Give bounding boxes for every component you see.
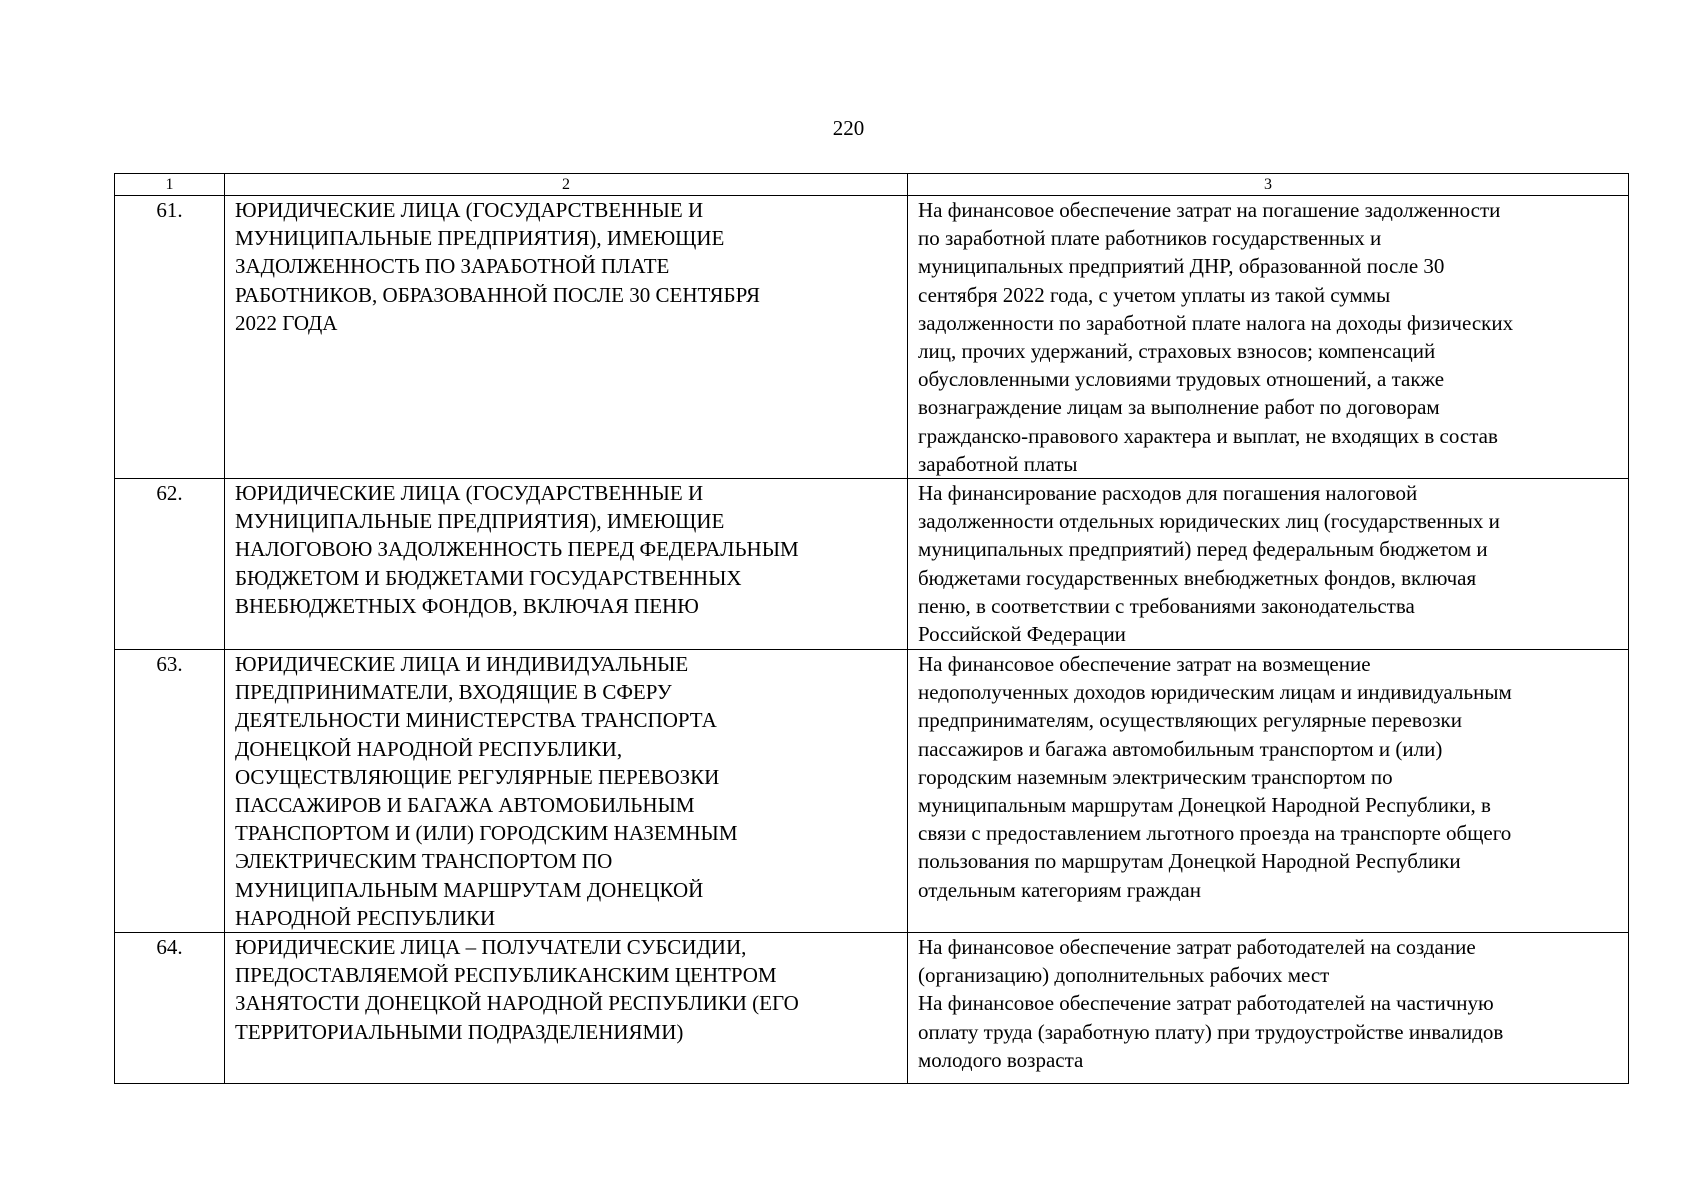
table-body	[115, 196, 1629, 1084]
subsidy-table	[114, 173, 1629, 1084]
purpose-line: задолженности по заработной плате налога на доходы физических	[918, 310, 1514, 335]
purpose-line: бюджетами государственных внебюджетных фондов, включая	[918, 565, 1477, 590]
header-row	[115, 174, 1629, 196]
category-line: ПРЕДПРИНИМАТЕЛИ, ВХОДЯЩИЕ В СФЕРУ	[235, 680, 672, 705]
purpose-line: лиц, прочих удержаний, страховых взносов; компенсаций	[918, 339, 1436, 364]
purpose-line: На финансовое обеспечение затрат работодателей на частичную	[918, 991, 1494, 1016]
purpose-line: предпринимателям, осуществляющих регулярные перевозки	[918, 708, 1462, 733]
category-line: ЮРИДИЧЕСКИЕ ЛИЦА – ПОЛУЧАТЕЛИ СУБСИДИИ,	[235, 935, 747, 960]
purpose-line: обусловленными условиями трудовых отношений, а также	[918, 367, 1445, 392]
category-line: ЮРИДИЧЕСКИЕ ЛИЦА (ГОСУДАРСТВЕННЫЕ И	[235, 198, 704, 222]
row-number: 62.	[115, 479, 225, 650]
purpose-line: задолженности отдельных юридических лиц (государственных и	[918, 509, 1500, 534]
recipient-category	[225, 650, 908, 933]
category-line: 2022 ГОДА	[235, 310, 338, 335]
purpose-line: (организацию) дополнительных рабочих мест	[918, 963, 1330, 988]
column-header-2: 2	[225, 174, 908, 196]
purpose-line: пассажиров и багажа автомобильным транспортом и (или)	[918, 736, 1443, 761]
category-line: ЮРИДИЧЕСКИЕ ЛИЦА И ИНДИВИДУАЛЬНЫЕ	[235, 652, 689, 677]
purpose-line: молодого возраста	[918, 1047, 1084, 1072]
page-number: 220	[832, 116, 865, 140]
subsidy-purpose	[908, 479, 1629, 650]
row-number: 61.	[115, 196, 225, 479]
category-line: ПРЕДОСТАВЛЯЕМОЙ РЕСПУБЛИКАНСКИМ ЦЕНТРОМ	[235, 963, 777, 988]
table-row	[115, 650, 1629, 933]
purpose-line: по заработной плате работников государственных и	[918, 226, 1382, 251]
category-line: ОСУЩЕСТВЛЯЮЩИЕ РЕГУЛЯРНЫЕ ПЕРЕВОЗКИ	[235, 764, 720, 789]
purpose-line: пеню, в соответствии с требованиями законодательства	[918, 593, 1415, 618]
subsidy-purpose	[908, 196, 1629, 479]
purpose-line: На финансовое обеспечение затрат работодателей на создание	[918, 935, 1476, 960]
category-line: НАРОДНОЙ РЕСПУБЛИКИ	[235, 905, 496, 930]
purpose-line: На финансовое обеспечение затрат на возмещение	[918, 652, 1371, 677]
purpose-line: муниципальным маршрутам Донецкой Народной Республики, в	[918, 793, 1491, 818]
category-line: ТЕРРИТОРИАЛЬНЫМИ ПОДРАЗДЕЛЕНИЯМИ)	[235, 1019, 684, 1044]
category-line: ДЕЯТЕЛЬНОСТИ МИНИСТЕРСТВА ТРАНСПОРТА	[235, 708, 717, 733]
purpose-line: оплату труда (заработную плату) при трудоустройстве инвалидов	[918, 1019, 1504, 1044]
row-number: 64.	[115, 933, 225, 1084]
category-line: МУНИЦИПАЛЬНЫЕ ПРЕДПРИЯТИЯ), ИМЕЮЩИЕ	[235, 226, 725, 251]
table-row	[115, 933, 1629, 1084]
column-header-1: 1	[115, 174, 225, 196]
recipient-category	[225, 933, 908, 1084]
category-line: МУНИЦИПАЛЬНЫМ МАРШРУТАМ ДОНЕЦКОЙ	[235, 877, 704, 902]
purpose-line: недополученных доходов юридическим лицам и индивидуальным	[918, 680, 1512, 705]
category-line: МУНИЦИПАЛЬНЫЕ ПРЕДПРИЯТИЯ), ИМЕЮЩИЕ	[235, 509, 725, 534]
purpose-line: заработной платы	[918, 451, 1078, 476]
purpose-line: На финансовое обеспечение затрат на погашение задолженности	[918, 198, 1501, 222]
category-line: ВНЕБЮДЖЕТНЫХ ФОНДОВ, ВКЛЮЧАЯ ПЕНЮ	[235, 593, 699, 618]
category-line: НАЛОГОВОЮ ЗАДОЛЖЕННОСТЬ ПЕРЕД ФЕДЕРАЛЬНЫМ	[235, 537, 799, 562]
category-line: ЮРИДИЧЕСКИЕ ЛИЦА (ГОСУДАРСТВЕННЫЕ И	[235, 481, 704, 506]
purpose-line: сентября 2022 года, с учетом уплаты из такой суммы	[918, 282, 1391, 307]
purpose-line: гражданско-правового характера и выплат, не входящих в состав	[918, 423, 1498, 448]
purpose-line: городским наземным электрическим транспортом по	[918, 764, 1393, 789]
purpose-line: отдельным категориям граждан	[918, 877, 1201, 902]
category-line: ДОНЕЦКОЙ НАРОДНОЙ РЕСПУБЛИКИ,	[235, 736, 623, 761]
category-line: ЗАДОЛЖЕННОСТЬ ПО ЗАРАБОТНОЙ ПЛАТЕ	[235, 254, 670, 279]
row-number: 63.	[115, 650, 225, 933]
recipient-category	[225, 479, 908, 650]
category-line: РАБОТНИКОВ, ОБРАЗОВАННОЙ ПОСЛЕ 30 СЕНТЯБРЯ	[235, 282, 760, 307]
purpose-line: пользования по маршрутам Донецкой Народной Республики	[918, 849, 1461, 874]
category-line: БЮДЖЕТОМ И БЮДЖЕТАМИ ГОСУДАРСТВЕННЫХ	[235, 565, 742, 590]
category-line: ПАССАЖИРОВ И БАГАЖА АВТОМОБИЛЬНЫМ	[235, 793, 695, 818]
purpose-line: На финансирование расходов для погашения налоговой	[918, 481, 1418, 506]
table-row	[115, 196, 1629, 479]
purpose-line: муниципальных предприятий ДНР, образованной после 30	[918, 254, 1445, 279]
purpose-line: вознаграждение лицам за выполнение работ по договорам	[918, 395, 1440, 420]
category-line: ЭЛЕКТРИЧЕСКИМ ТРАНСПОРТОМ ПО	[235, 849, 613, 874]
category-line: ТРАНСПОРТОМ И (ИЛИ) ГОРОДСКИМ НАЗЕМНЫМ	[235, 821, 738, 846]
column-header-3: 3	[908, 174, 1629, 196]
table-row	[115, 479, 1629, 650]
purpose-line: муниципальных предприятий) перед федеральным бюджетом и	[918, 537, 1488, 562]
subsidy-purpose	[908, 933, 1629, 1084]
category-line: ЗАНЯТОСТИ ДОНЕЦКОЙ НАРОДНОЙ РЕСПУБЛИКИ (ЕГО	[235, 991, 799, 1016]
purpose-line: Российской Федерации	[918, 622, 1126, 647]
purpose-line: связи с предоставлением льготного проезда на транспорте общего	[918, 821, 1512, 846]
recipient-category	[225, 196, 908, 479]
subsidy-purpose	[908, 650, 1629, 933]
